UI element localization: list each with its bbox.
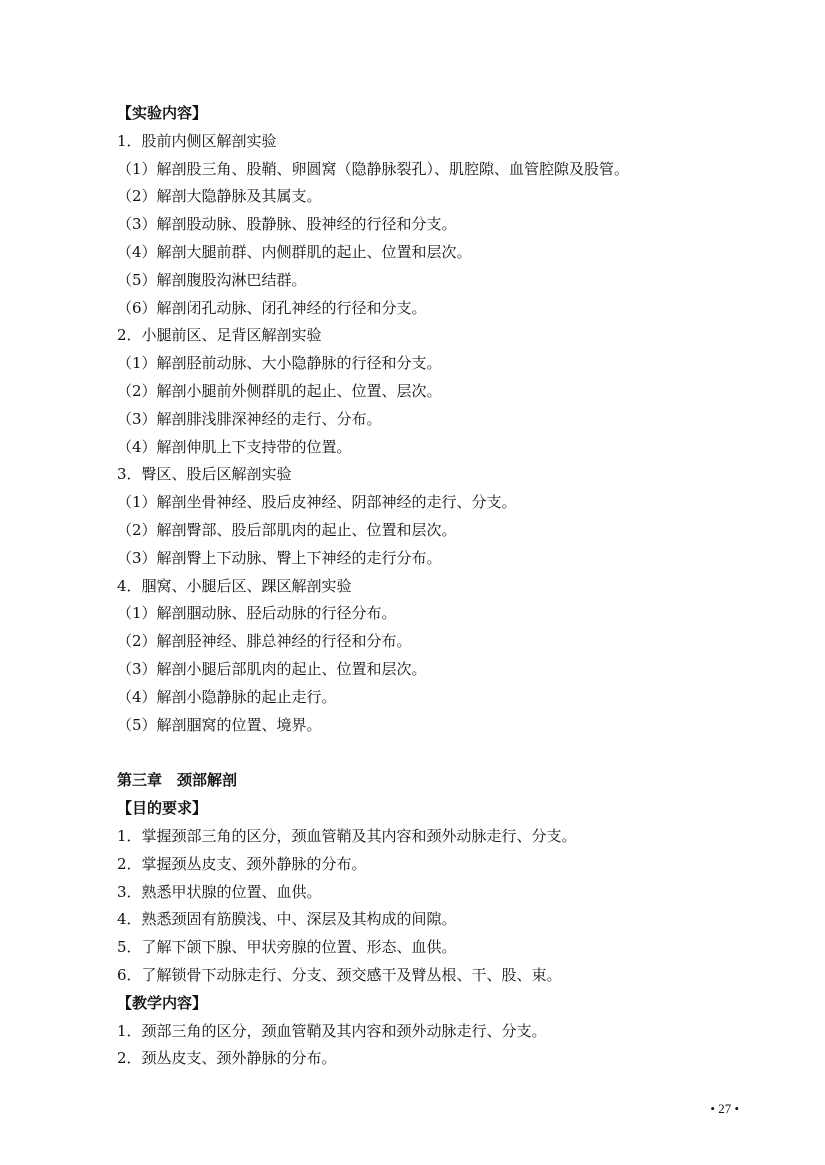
document-page [117, 100, 757, 1073]
text-line: （1）解剖胫前动脉、大小隐静脉的行径和分支。 [117, 354, 442, 373]
text-line: （3）解剖股动脉、股静脉、股神经的行径和分支。 [117, 215, 457, 234]
text-line: （2）解剖胫神经、腓总神经的行径和分布。 [117, 632, 412, 651]
page-number: • 27 • [710, 1101, 739, 1116]
text-line: （4）解剖伸肌上下支持带的位置。 [117, 437, 352, 456]
text-line: （2）解剖小腿前外侧群肌的起止、位置、层次。 [117, 381, 442, 400]
section-heading-goals: 【目的要求】 [117, 799, 208, 818]
text-line: 1．股前内侧区解剖实验 [117, 131, 277, 150]
teaching-line: 1．颈部三角的区分，颈血管鞘及其内容和颈外动脉走行、分支。 [117, 1021, 547, 1040]
text-line: （3）解剖腓浅腓深神经的走行、分布。 [117, 409, 382, 428]
text-line: （5）解剖腘窝的位置、境界。 [117, 715, 322, 734]
text-line: （1）解剖腘动脉、胫后动脉的行径分布。 [117, 604, 397, 623]
goal-line: 4．熟悉颈固有筋膜浅、中、深层及其构成的间隙。 [117, 910, 457, 929]
text-line: （3）解剖臀上下动脉、臀上下神经的走行分布。 [117, 548, 442, 567]
goal-line: 1．掌握颈部三角的区分，颈血管鞘及其内容和颈外动脉走行、分支。 [117, 826, 577, 845]
section-heading-experiment: 【实验内容】 [117, 104, 208, 122]
text-line: （3）解剖小腿后部肌肉的起止、位置和层次。 [117, 659, 427, 678]
text-line: 2．小腿前区、足背区解剖实验 [117, 326, 322, 345]
text-line: （5）解剖腹股沟淋巴结群。 [117, 270, 307, 289]
text-line: （2）解剖臀部、股后部肌肉的起止、位置和层次。 [117, 520, 457, 539]
goal-line: 2．掌握颈丛皮支、颈外静脉的分布。 [117, 854, 367, 873]
text-line: （2）解剖大隐静脉及其属支。 [117, 187, 322, 206]
teaching-line: 2．颈丛皮支、颈外静脉的分布。 [117, 1049, 337, 1068]
text-line: （1）解剖坐骨神经、股后皮神经、阴部神经的走行、分支。 [117, 493, 517, 512]
text-line: （6）解剖闭孔动脉、闭孔神经的行径和分支。 [117, 298, 427, 317]
goal-line: 5．了解下颌下腺、甲状旁腺的位置、形态、血供。 [117, 938, 457, 957]
paragraph-gap [117, 739, 757, 767]
text-line: （4）解剖大腿前群、内侧群肌的起止、位置和层次。 [117, 242, 472, 261]
text-line: （1）解剖股三角、股鞘、卵圆窝（隐静脉裂孔）、肌腔隙、血管腔隙及股管。 [117, 159, 630, 178]
section-heading-teaching: 【教学内容】 [117, 993, 208, 1012]
goal-line: 3．熟悉甲状腺的位置、血供。 [117, 882, 322, 901]
goal-line: 6．了解锁骨下动脉走行、分支、颈交感干及臂丛根、干、股、束。 [117, 965, 562, 984]
chapter-title: 第三章 颈部解剖 [117, 771, 238, 790]
text-line: （4）解剖小隐静脉的起止走行。 [117, 687, 337, 706]
text-line: 3．臀区、股后区解剖实验 [117, 465, 292, 484]
text-line: 4．腘窝、小腿后区、踝区解剖实验 [117, 576, 352, 595]
